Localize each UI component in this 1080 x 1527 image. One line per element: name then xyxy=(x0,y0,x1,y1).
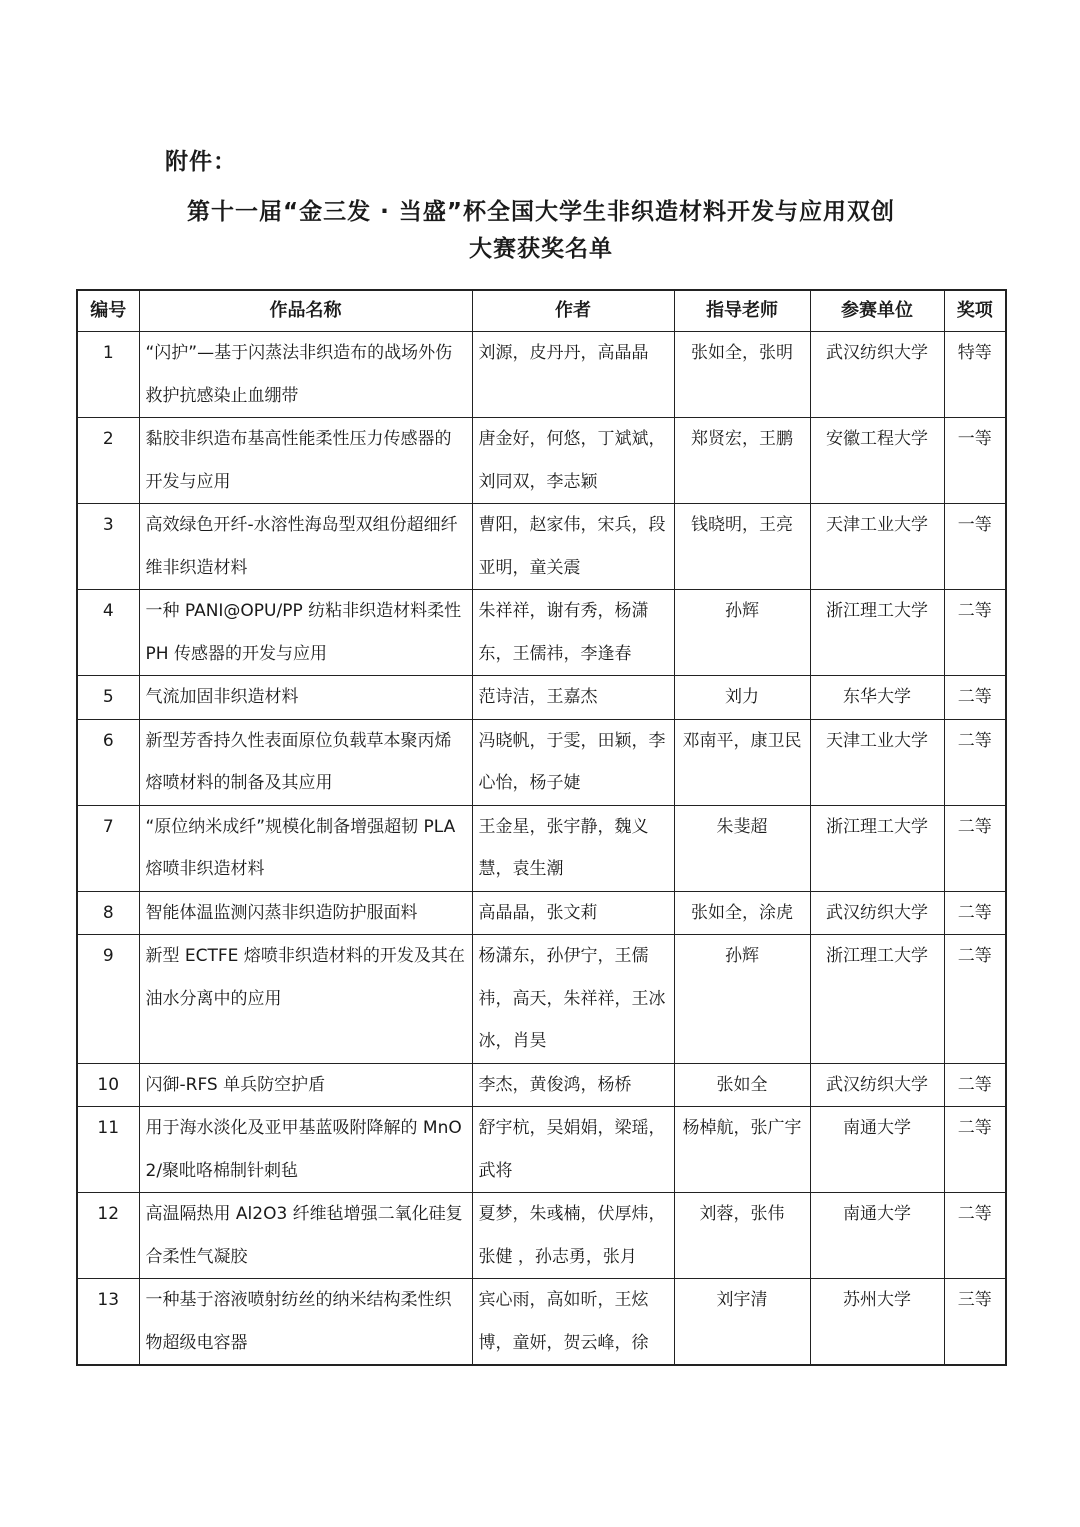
cell-advisor: 张如全，张明 xyxy=(674,332,810,418)
cell-advisor: 张如全 xyxy=(674,1063,810,1107)
header-unit: 参赛单位 xyxy=(810,290,944,332)
cell-unit: 武汉纺织大学 xyxy=(810,891,944,935)
cell-unit: 浙江理工大学 xyxy=(810,935,944,1064)
award-table xyxy=(76,289,1007,1366)
cell-work: 新型 ECTFE 熔喷非织造材料的开发及其在油水分离中的应用 xyxy=(139,935,472,1064)
cell-award: 二等 xyxy=(944,1193,1006,1279)
cell-authors: 舒宇杭，吴娟娟，梁瑶，武将 xyxy=(472,1107,674,1193)
cell-authors: 李杰，黄俊鸿，杨桥 xyxy=(472,1063,674,1107)
cell-unit: 浙江理工大学 xyxy=(810,590,944,676)
cell-work: 新型芳香持久性表面原位负载草本聚丙烯熔喷材料的制备及其应用 xyxy=(139,719,472,805)
cell-advisor: 刘蓉，张伟 xyxy=(674,1193,810,1279)
cell-advisor: 邓南平，康卫民 xyxy=(674,719,810,805)
cell-no: 10 xyxy=(77,1063,139,1107)
cell-no: 6 xyxy=(77,719,139,805)
cell-work: 高温隔热用 Al2O3 纤维毡增强二氧化硅复合柔性气凝胶 xyxy=(139,1193,472,1279)
table-row xyxy=(77,1279,1006,1366)
cell-award: 二等 xyxy=(944,1063,1006,1107)
cell-award: 二等 xyxy=(944,891,1006,935)
cell-work: 闪御-RFS 单兵防空护盾 xyxy=(139,1063,472,1107)
cell-authors: 唐金好，何悠，丁斌斌，刘同双，李志颖 xyxy=(472,418,674,504)
cell-authors: 冯晓帆，于雯，田颖，李心怡，杨子婕 xyxy=(472,719,674,805)
cell-unit: 天津工业大学 xyxy=(810,504,944,590)
cell-advisor: 孙辉 xyxy=(674,935,810,1064)
cell-award: 二等 xyxy=(944,805,1006,891)
cell-no: 11 xyxy=(77,1107,139,1193)
cell-advisor: 郑贤宏，王鹏 xyxy=(674,418,810,504)
cell-work: 一种 PANI@OPU/PP 纺粘非织造材料柔性 PH 传感器的开发与应用 xyxy=(139,590,472,676)
cell-advisor: 刘宇清 xyxy=(674,1279,810,1366)
cell-no: 12 xyxy=(77,1193,139,1279)
cell-award: 三等 xyxy=(944,1279,1006,1366)
cell-no: 3 xyxy=(77,504,139,590)
cell-work: 高效绿色开纤-水溶性海岛型双组份超细纤维非织造材料 xyxy=(139,504,472,590)
cell-unit: 南通大学 xyxy=(810,1107,944,1193)
cell-unit: 东华大学 xyxy=(810,676,944,720)
header-advisor: 指导老师 xyxy=(674,290,810,332)
document-title-line-1: 第十一届“金三发 · 当盛”杯全国大学生非织造材料开发与应用双创 xyxy=(187,199,895,225)
header-authors: 作者 xyxy=(472,290,674,332)
cell-work: “原位纳米成纤”规模化制备增强超韧 PLA 熔喷非织造材料 xyxy=(139,805,472,891)
cell-no: 1 xyxy=(77,332,139,418)
cell-award: 特等 xyxy=(944,332,1006,418)
cell-advisor: 钱晓明，王亮 xyxy=(674,504,810,590)
table-row xyxy=(77,891,1006,935)
header-award: 奖项 xyxy=(944,290,1006,332)
cell-no: 5 xyxy=(77,676,139,720)
cell-work: 一种基于溶液喷射纺丝的纳米结构柔性织物超级电容器 xyxy=(139,1279,472,1366)
cell-no: 2 xyxy=(77,418,139,504)
cell-award: 二等 xyxy=(944,590,1006,676)
cell-authors: 王金星，张宇静，魏义慧，袁生潮 xyxy=(472,805,674,891)
table-row xyxy=(77,676,1006,720)
cell-authors: 杨潇东，孙伊宁，王儒祎，高天，朱祥祥，王冰冰，肖昊 xyxy=(472,935,674,1064)
cell-authors: 宾心雨，高如昕，王炫博，童妍，贺云峰，徐 xyxy=(472,1279,674,1366)
cell-authors: 朱祥祥，谢有秀，杨潇东，王儒祎，李逢春 xyxy=(472,590,674,676)
table-row xyxy=(77,719,1006,805)
cell-no: 13 xyxy=(77,1279,139,1366)
attachment-label: 附件： xyxy=(165,149,237,175)
document-title-line-2: 大赛获奖名单 xyxy=(469,236,613,262)
cell-award: 二等 xyxy=(944,719,1006,805)
cell-work: 气流加固非织造材料 xyxy=(139,676,472,720)
cell-unit: 苏州大学 xyxy=(810,1279,944,1366)
cell-award: 一等 xyxy=(944,504,1006,590)
table-row xyxy=(77,1193,1006,1279)
cell-unit: 天津工业大学 xyxy=(810,719,944,805)
cell-no: 8 xyxy=(77,891,139,935)
cell-authors: 曹阳，赵家伟，宋兵，段亚明，童关震 xyxy=(472,504,674,590)
cell-advisor: 孙辉 xyxy=(674,590,810,676)
cell-award: 二等 xyxy=(944,935,1006,1064)
cell-award: 一等 xyxy=(944,418,1006,504)
table-header-row xyxy=(77,290,1006,332)
header-no: 编号 xyxy=(77,290,139,332)
cell-authors: 刘源，皮丹丹，高晶晶 xyxy=(472,332,674,418)
cell-no: 7 xyxy=(77,805,139,891)
cell-advisor: 朱斐超 xyxy=(674,805,810,891)
cell-advisor: 张如全，涂虎 xyxy=(674,891,810,935)
cell-authors: 夏梦，朱彧楠，伏厚炜，张健 ，孙志勇，张月 xyxy=(472,1193,674,1279)
cell-work: 用于海水淡化及亚甲基蓝吸附降解的 MnO2/聚吡咯棉制针刺毡 xyxy=(139,1107,472,1193)
table-row xyxy=(77,1063,1006,1107)
cell-unit: 武汉纺织大学 xyxy=(810,332,944,418)
cell-unit: 武汉纺织大学 xyxy=(810,1063,944,1107)
cell-advisor: 杨棹航，张广宇 xyxy=(674,1107,810,1193)
cell-no: 4 xyxy=(77,590,139,676)
cell-unit: 南通大学 xyxy=(810,1193,944,1279)
table-row xyxy=(77,418,1006,504)
cell-work: 黏胶非织造布基高性能柔性压力传感器的开发与应用 xyxy=(139,418,472,504)
header-work: 作品名称 xyxy=(139,290,472,332)
table-row xyxy=(77,805,1006,891)
cell-award: 二等 xyxy=(944,1107,1006,1193)
table-row xyxy=(77,935,1006,1064)
cell-unit: 安徽工程大学 xyxy=(810,418,944,504)
cell-work: 智能体温监测闪蒸非织造防护服面料 xyxy=(139,891,472,935)
cell-work: “闪护”—基于闪蒸法非织造布的战场外伤救护抗感染止血绷带 xyxy=(139,332,472,418)
table-row xyxy=(77,332,1006,418)
cell-award: 二等 xyxy=(944,676,1006,720)
cell-advisor: 刘力 xyxy=(674,676,810,720)
cell-no: 9 xyxy=(77,935,139,1064)
table-row xyxy=(77,504,1006,590)
cell-authors: 范诗洁，王嘉杰 xyxy=(472,676,674,720)
cell-unit: 浙江理工大学 xyxy=(810,805,944,891)
cell-authors: 高晶晶，张文莉 xyxy=(472,891,674,935)
table-row xyxy=(77,590,1006,676)
table-row xyxy=(77,1107,1006,1193)
